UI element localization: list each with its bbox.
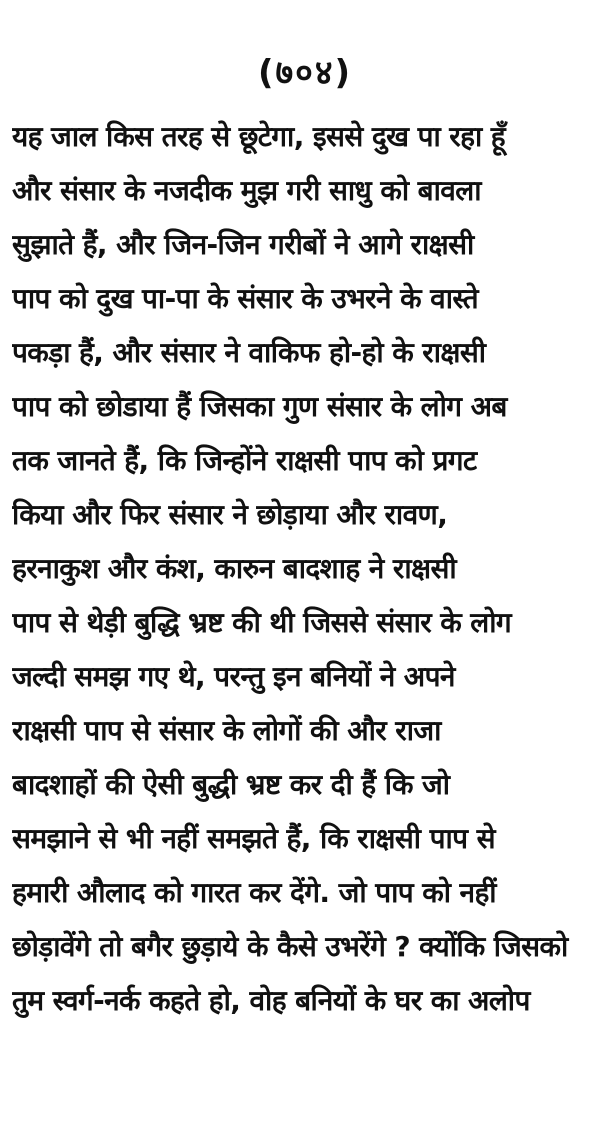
text-line: तक जानते हैं, कि जिन्होंने राक्षसी पाप को प्रगट — [12, 444, 477, 477]
text-line: छोड़ावेंगे तो बगैर छुड़ाये के कैसे उभरेंगे ? क्योंकि जिसको — [12, 930, 568, 963]
text-line: हरनाकुश और कंश, कारुन बादशाह ने राक्षसी — [12, 552, 457, 585]
text-line: राक्षसी पाप से संसार के लोगों की और राजा — [12, 714, 441, 747]
text-line: तुम स्वर्ग-नर्क कहते हो, वोह बनियों के घर का अलोप — [12, 984, 530, 1017]
text-line: पाप को दुख पा-पा के संसार के उभरने के वास्ते — [12, 282, 479, 315]
text-line: समझाने से भी नहीं समझते हैं, कि राक्षसी पाप से — [12, 822, 495, 855]
text-line: जल्दी समझ गए थे, परन्तु इन बनियों ने अपने — [12, 660, 455, 693]
text-line: सुझाते हैं, और जिन-जिन गरीबों ने आगे राक्षसी — [12, 228, 474, 261]
body-text — [12, 110, 604, 1028]
text-line: हमारी औलाद को गारत कर देंगे. जो पाप को नहीं — [12, 876, 496, 909]
text-line: बादशाहों की ऐसी बुद्धी भ्रष्ट कर दी हैं कि जो — [12, 768, 450, 801]
text-line: और संसार के नजदीक मुझ गरी साधु को बावला — [12, 174, 481, 207]
text-line: पकड़ा हैं, और संसार ने वाकिफ हो-हो के राक्षसी — [12, 336, 486, 369]
text-line: यह जाल किस तरह से छूटेगा, इससे दुख पा रहा हूँ — [12, 120, 506, 153]
text-line: पाप को छोडाया हैं जिसका गुण संसार के लोग अब — [12, 390, 507, 423]
text-line: किया और फिर संसार ने छोड़ाया और रावण, — [12, 498, 448, 531]
text-line: पाप से थेड़ी बुद्धि भ्रष्ट की थी जिससे संसार के लोग — [12, 606, 512, 639]
page-number: (७०४) — [257, 53, 353, 93]
